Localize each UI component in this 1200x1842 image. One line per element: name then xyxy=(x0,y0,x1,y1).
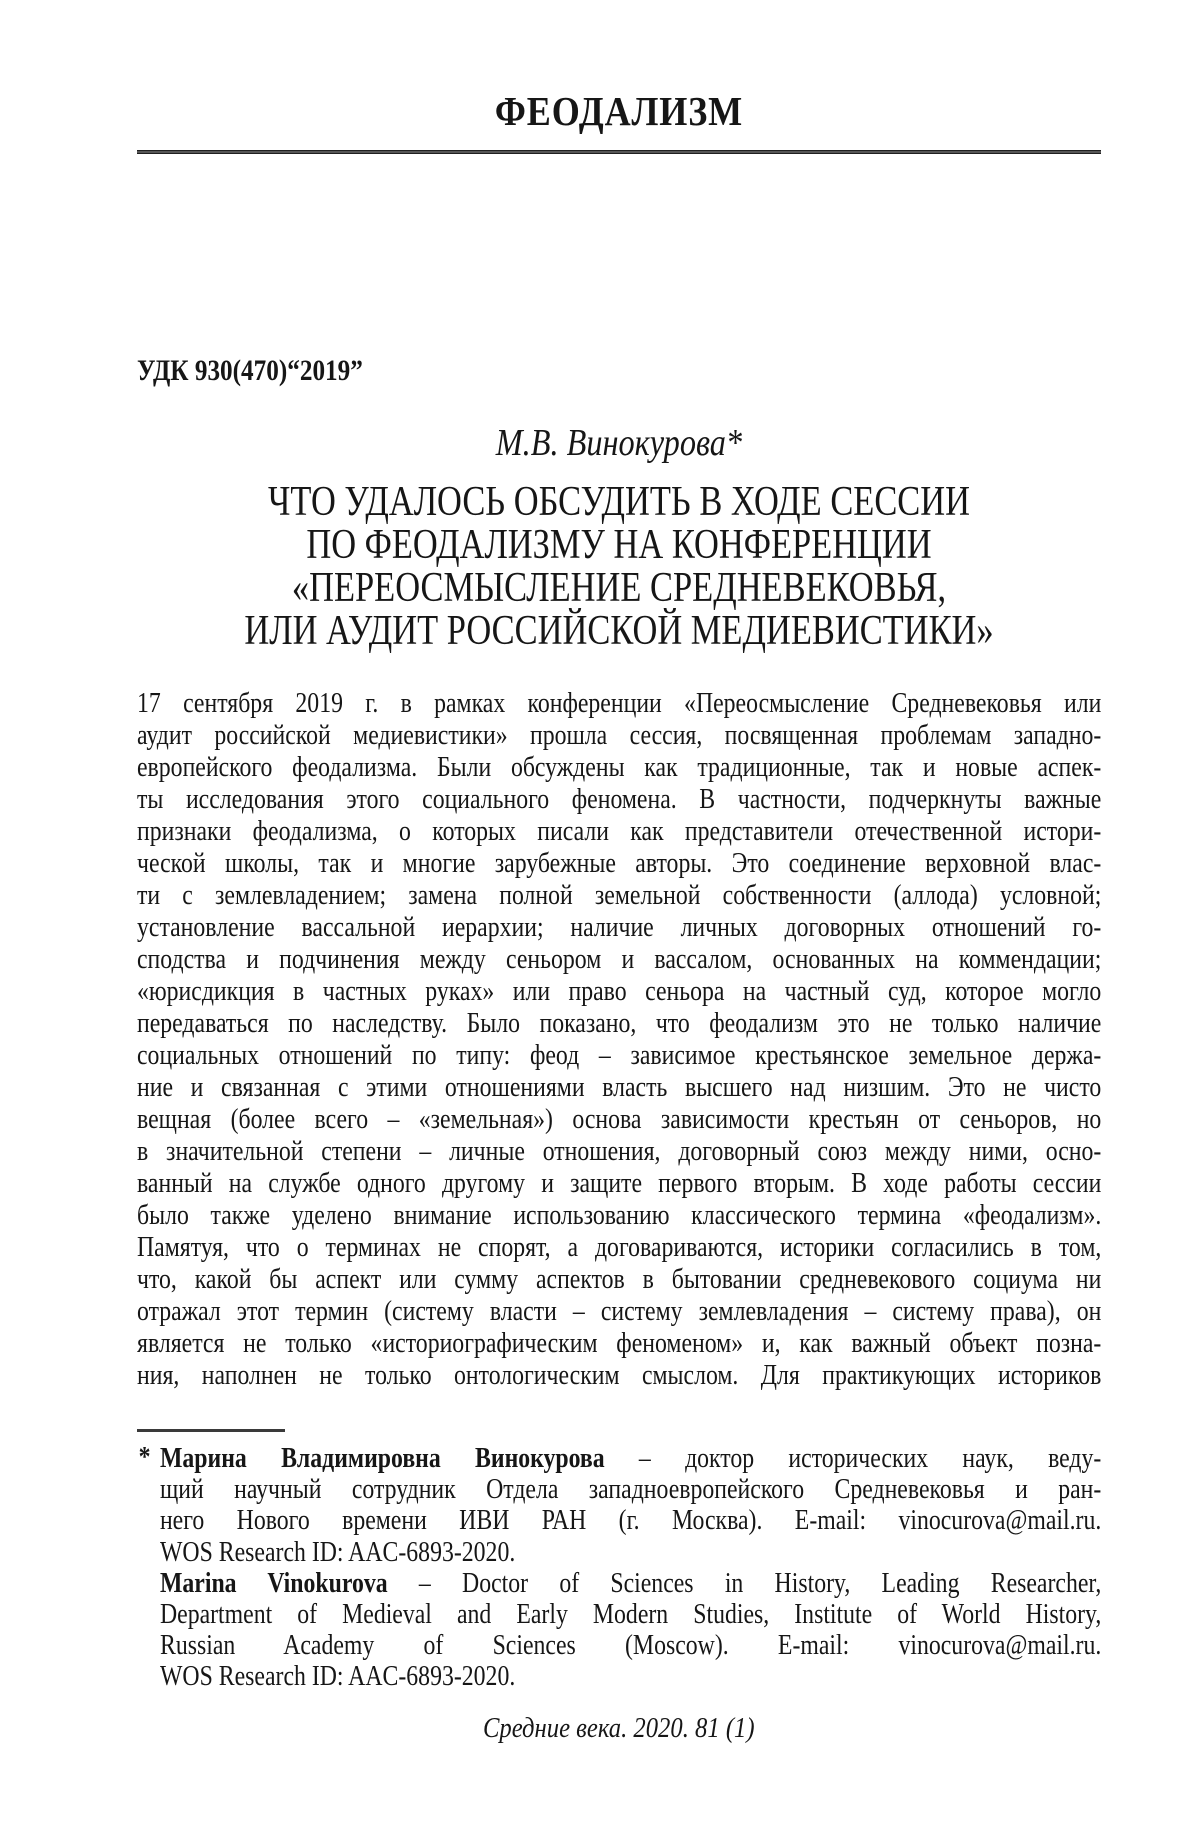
journal-footer xyxy=(137,1714,1101,1743)
body-line: отражал этот термин (систему власти – систему землевладения – систему права), он xyxy=(137,1295,1102,1327)
body-line: «юрисдикция в частных руках» или право сеньора на частный суд, которое могло xyxy=(137,975,1102,1007)
author-name xyxy=(137,424,1101,462)
body-line: было также уделено внимание использованию классического термина «феодализм». xyxy=(137,1199,1102,1231)
body-line: ние и связанная с этими отношениями власть высшего над низшим. Это не чисто xyxy=(137,1071,1102,1103)
body-line: ти с землевладением; замена полной земельной собственности (аллода) условной; xyxy=(137,879,1102,911)
footnote-marker: * xyxy=(138,1441,151,1473)
title-line: ИЛИ АУДИТ РОССИЙСКОЙ МЕДИЕВИСТИКИ» xyxy=(244,608,994,654)
footnote-line: него Нового времени ИВИ РАН (г. Москва). E-mail: vinocurova@mail.ru. xyxy=(159,1504,1102,1537)
author-name-text: М.В. Винокурова* xyxy=(495,422,743,464)
footnote xyxy=(137,1443,1101,1693)
body-line: ния, наполнен не только онтологическим смыслом. Для практикующих историков xyxy=(137,1359,1102,1391)
body-line: признаки феодализма, о которых писали как представители отечественной истори- xyxy=(137,815,1102,847)
title-line: ПО ФЕОДАЛИЗМУ НА КОНФЕРЕНЦИИ xyxy=(306,522,932,568)
footnote-line: WOS Research ID: AAC-6893-2020. xyxy=(159,1535,516,1568)
body-line: аудит российской медиевистики» прошла сессия, посвященная проблемам западно- xyxy=(137,719,1102,751)
section-header-text: ФЕОДАЛИЗМ xyxy=(494,88,744,134)
footnote-line: щий научный сотрудник Отдела западноевропейского Средневековья и ран- xyxy=(159,1473,1102,1506)
body-line: в значительной степени – личные отношения, договорный союз между ними, осно- xyxy=(137,1135,1102,1167)
footnote-line: Russian Academy of Sciences (Moscow). E-mail: vinocurova@mail.ru. xyxy=(159,1629,1102,1662)
article-body xyxy=(137,687,1101,1391)
footnote-line: Марина Владимировна Винокурова – доктор исторических наук, веду- xyxy=(159,1442,1102,1474)
body-line: Памятуя, что о терминах не спорят, а договариваются, историки согласились в том, xyxy=(137,1231,1102,1263)
body-line: вещная (более всего – «земельная») основа зависимости крестьян от сеньоров, но xyxy=(137,1103,1102,1135)
section-header xyxy=(137,88,1101,134)
body-line: ты исследования этого социального феномена. В частности, подчеркнуты важные xyxy=(137,783,1102,815)
body-line: европейского феодализма. Были обсуждены как традиционные, так и новые аспек- xyxy=(137,751,1102,783)
body-line: 17 сентября 2019 г. в рамках конференции «Переосмысление Средневековья или xyxy=(137,687,1102,719)
body-line: является не только «историографическим феноменом» и, как важный объект позна- xyxy=(137,1327,1102,1359)
body-line: установление вассальной иерархии; наличие личных договорных отношений го- xyxy=(137,911,1102,943)
body-line: передаваться по наследству. Было показано, что феодализм это не только наличие xyxy=(137,1007,1102,1039)
article-title xyxy=(137,481,1101,653)
footnote-rule xyxy=(137,1429,285,1432)
body-line: что, какой бы аспект или сумму аспектов в бытовании средневекового социума ни xyxy=(137,1263,1102,1295)
footnote-line: Marina Vinokurova – Doctor of Sciences in History, Leading Researcher, xyxy=(159,1566,1102,1599)
body-line: сподства и подчинения между сеньором и вассалом, основанных на коммендации; xyxy=(137,943,1102,975)
title-line: «ПЕРЕОСМЫСЛЕНИЕ СРЕДНЕВЕКОВЬЯ, xyxy=(291,565,947,611)
body-line: ческой школы, так и многие зарубежные авторы. Это соединение верховной влас- xyxy=(137,847,1102,879)
udc-code: УДК 930(470)“2019” xyxy=(137,354,363,387)
footnote-line: WOS Research ID: AAC-6893-2020. xyxy=(159,1660,516,1693)
body-line: социальных отношений по типу: феод – зависимое крестьянское земельное держа- xyxy=(137,1039,1102,1071)
journal-footer-text: Средние века. 2020. 81 (1) xyxy=(483,1712,755,1744)
header-rule xyxy=(137,150,1101,154)
body-line: ванный на службе одного другому и защите первого вторым. В ходе работы сессии xyxy=(137,1167,1102,1199)
title-line: ЧТО УДАЛОСЬ ОБСУДИТЬ В ХОДЕ СЕССИИ xyxy=(267,479,971,525)
footnote-line: Department of Medieval and Early Modern Studies, Institute of World History, xyxy=(159,1597,1102,1630)
